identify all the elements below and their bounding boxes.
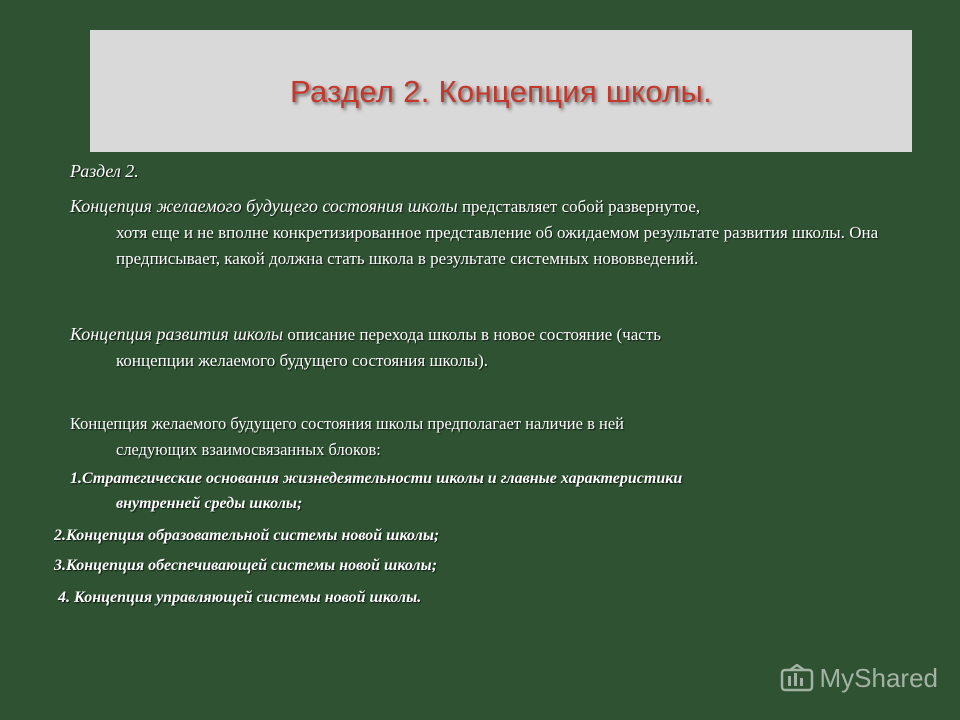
- paragraph-text-indented: концепции желаемого будущего состояния школы).: [116, 351, 489, 370]
- paragraph-lead: Концепция развития школы: [70, 324, 284, 344]
- watermark: [780, 663, 939, 694]
- paragraph-development: [70, 321, 900, 374]
- list-item-2: 2.Концепция образовательной системы новой школы;: [54, 527, 440, 544]
- paragraph-text: Концепция желаемого будущего состояния школы предполагает наличие в ней: [70, 414, 624, 433]
- paragraph-text-indented: хотя еще и не вполне конкретизированное представление об ожидаемом результате развития школы. Она предписывает, какой должна стать школа в результате системных нововведений.: [116, 223, 879, 268]
- paragraph-blocks: [70, 411, 900, 463]
- list-item-4: 4. Концепция управляющей системы новой школы.: [58, 589, 422, 606]
- list-item-text: 1.Стратегические основания жизнедеятельности школы и главные характеристики: [70, 470, 683, 487]
- section-label: Раздел 2.: [70, 161, 139, 181]
- list-item-1: [70, 466, 910, 516]
- list-item-3: 3.Концепция обеспечивающей системы новой школы;: [54, 557, 438, 574]
- paragraph-text-indented: следующих взаимосвязанных блоков:: [116, 440, 381, 459]
- paragraph-lead: Концепция желаемого будущего состояния школы: [70, 196, 458, 216]
- paragraph-desired-state: [70, 193, 900, 272]
- paragraph-text: описание перехода школы в новое состояние (часть: [283, 325, 662, 344]
- title-banner: [90, 30, 912, 152]
- myshared-logo-icon: [780, 664, 814, 694]
- slide-title: Раздел 2. Концепция школы.: [290, 74, 712, 109]
- list-item-text-indented: внутренней среды школы;: [116, 495, 303, 512]
- paragraph-text: представляет собой развернутое,: [457, 197, 701, 216]
- watermark-text: MyShared: [819, 663, 938, 693]
